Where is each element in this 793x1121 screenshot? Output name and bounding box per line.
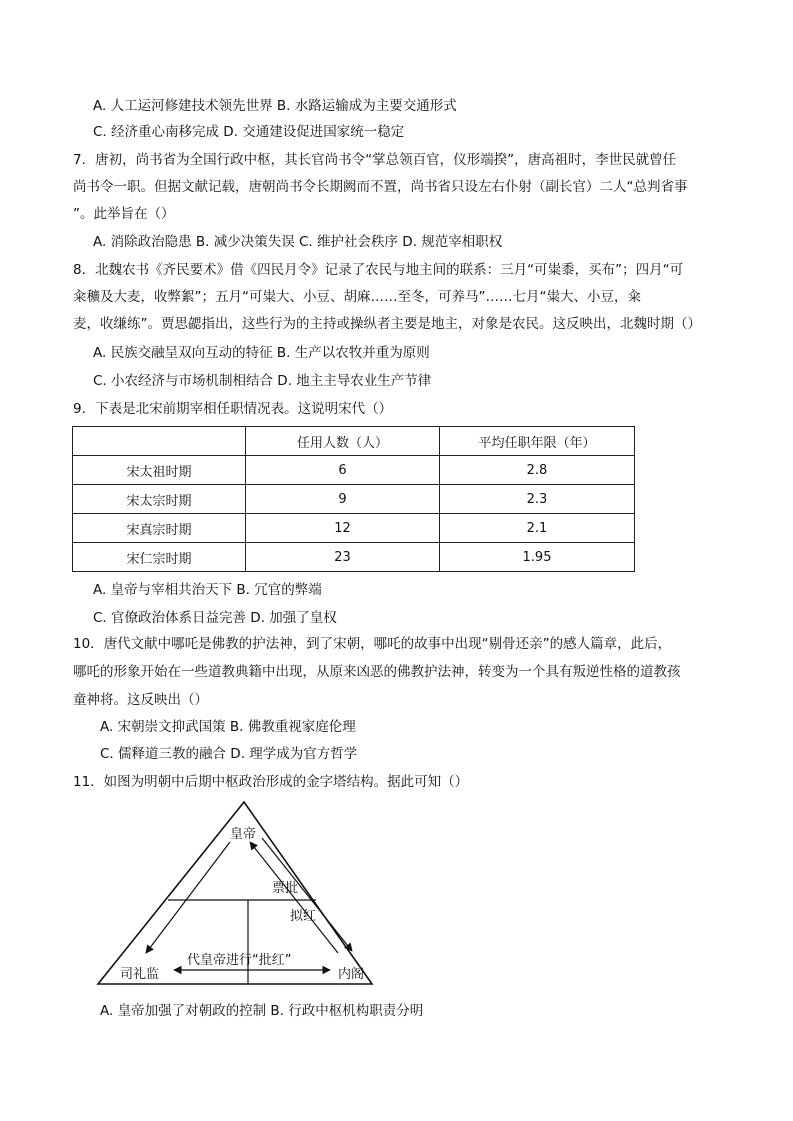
table-header-cell: 任用人数（人） <box>246 427 440 456</box>
neige-to-emperor-arrow <box>250 842 338 953</box>
q9-table <box>72 426 635 572</box>
q6-options-cd: C. 经济重心南移完成 D. 交通建设促进国家统一稳定 <box>93 124 405 140</box>
q8-options-ab: A. 民族交融呈双向互动的特征 B. 生产以农牧并重为原则 <box>93 345 430 361</box>
table-row <box>73 485 635 514</box>
q9-options-cd: C. 官僚政治体系日益完善 D. 加强了皇权 <box>93 610 337 626</box>
silijian-label: 司礼监 <box>120 967 160 982</box>
table-cell: 9 <box>246 485 440 514</box>
q9-stem: 9．下表是北宋前期宰相任职情况表。这说明宋代（） <box>73 401 393 417</box>
table-cell: 2.1 <box>440 514 635 543</box>
table-cell: 宋真宗时期 <box>73 514 246 543</box>
pyramid-diagram <box>90 800 380 990</box>
table-cell: 6 <box>246 456 440 485</box>
table-header-row <box>73 427 635 456</box>
table-cell: 1.95 <box>440 543 635 572</box>
table-header-cell <box>73 427 246 456</box>
table-cell: 23 <box>246 543 440 572</box>
table-cell: 宋太宗时期 <box>73 485 246 514</box>
table-header-cell: 平均任职年限（年） <box>440 427 635 456</box>
q8-stem-line1: 8．北魏农书《齐民要术》借《四民月令》记录了农民与地主间的联系：三月“可粜黍，买布”；四月“可 <box>73 262 684 278</box>
q6-options-ab: A. 人工运河修建技术领先世界 B. 水路运输成为主要交通形式 <box>93 98 457 114</box>
q8-stem-line2: 籴穬及大麦，收弊絮”；五月“可粜大、小豆、胡麻……至冬，可养马”……七月“粜大、小豆，籴 <box>73 289 641 305</box>
q10-stem-line3: 童神将。这反映出（） <box>73 692 208 708</box>
q9-options-ab: A. 皇帝与宰相共治天下 B. 冗官的弊端 <box>93 582 322 598</box>
table-row <box>73 543 635 572</box>
q7-stem-line1: 7．唐初，尚书省为全国行政中枢，其长官尚书令“掌总领百官，仪形端揆”，唐高祖时，李世民就曾任 <box>73 152 677 168</box>
q7-stem-line3: ”。此举旨在（） <box>73 206 175 222</box>
neige-label: 内阁 <box>338 967 365 982</box>
q7-stem-line2: 尚书令一职。但据文献记载，唐朝尚书令长期阙而不置，尚书省只设左右仆射（副长官）二人“总判省事 <box>73 179 688 195</box>
q11-stem: 11．如图为明朝中后期中枢政治形成的金字塔结构。据此可知（） <box>73 774 469 790</box>
q11-options: A. 皇帝加强了对朝政的控制 B. 行政中枢机构职责分明 <box>100 1003 424 1019</box>
pihong-label: 代皇帝进行“批红” <box>187 953 292 968</box>
emperor-to-silijian-arrow <box>146 842 230 953</box>
table-cell: 12 <box>246 514 440 543</box>
table-cell: 宋太祖时期 <box>73 456 246 485</box>
q10-options-ab: A. 宋朝崇文抑武国策 B. 佛教重视家庭伦理 <box>100 719 356 735</box>
q10-stem-line2: 哪吒的形象开始在一些道教典籍中出现，从原来凶恶的佛教护法神，转变为一个具有叛逆性格的道教孩 <box>73 664 681 680</box>
q8-options-cd: C. 小农经济与市场机制相结合 D. 地主主导农业生产节律 <box>93 373 432 389</box>
q10-stem-line1: 10．唐代文献中哪吒是佛教的护法神，到了宋朝，哪吒的故事中出现“剔骨还亲”的感人篇章，此后， <box>73 636 672 652</box>
q10-options-cd: C. 儒释道三教的融合 D. 理学成为官方哲学 <box>100 746 358 762</box>
table-cell: 宋仁宗时期 <box>73 543 246 572</box>
emperor-label: 皇帝 <box>230 827 257 842</box>
piao-label: 票批 <box>272 881 299 896</box>
nihong-label: 拟红 <box>290 909 317 924</box>
q7-options: A. 消除政治隐患 B. 减少决策失误 C. 维护社会秩序 D. 规范宰相职权 <box>93 234 503 250</box>
table-row <box>73 514 635 543</box>
q8-stem-line3: 麦，收缣练”。贾思勰指出，这些行为的主持或操纵者主要是地主，对象是农民。这反映出，北魏时期（） <box>73 316 701 332</box>
table-row <box>73 456 635 485</box>
table-cell: 2.3 <box>440 485 635 514</box>
table-cell: 2.8 <box>440 456 635 485</box>
